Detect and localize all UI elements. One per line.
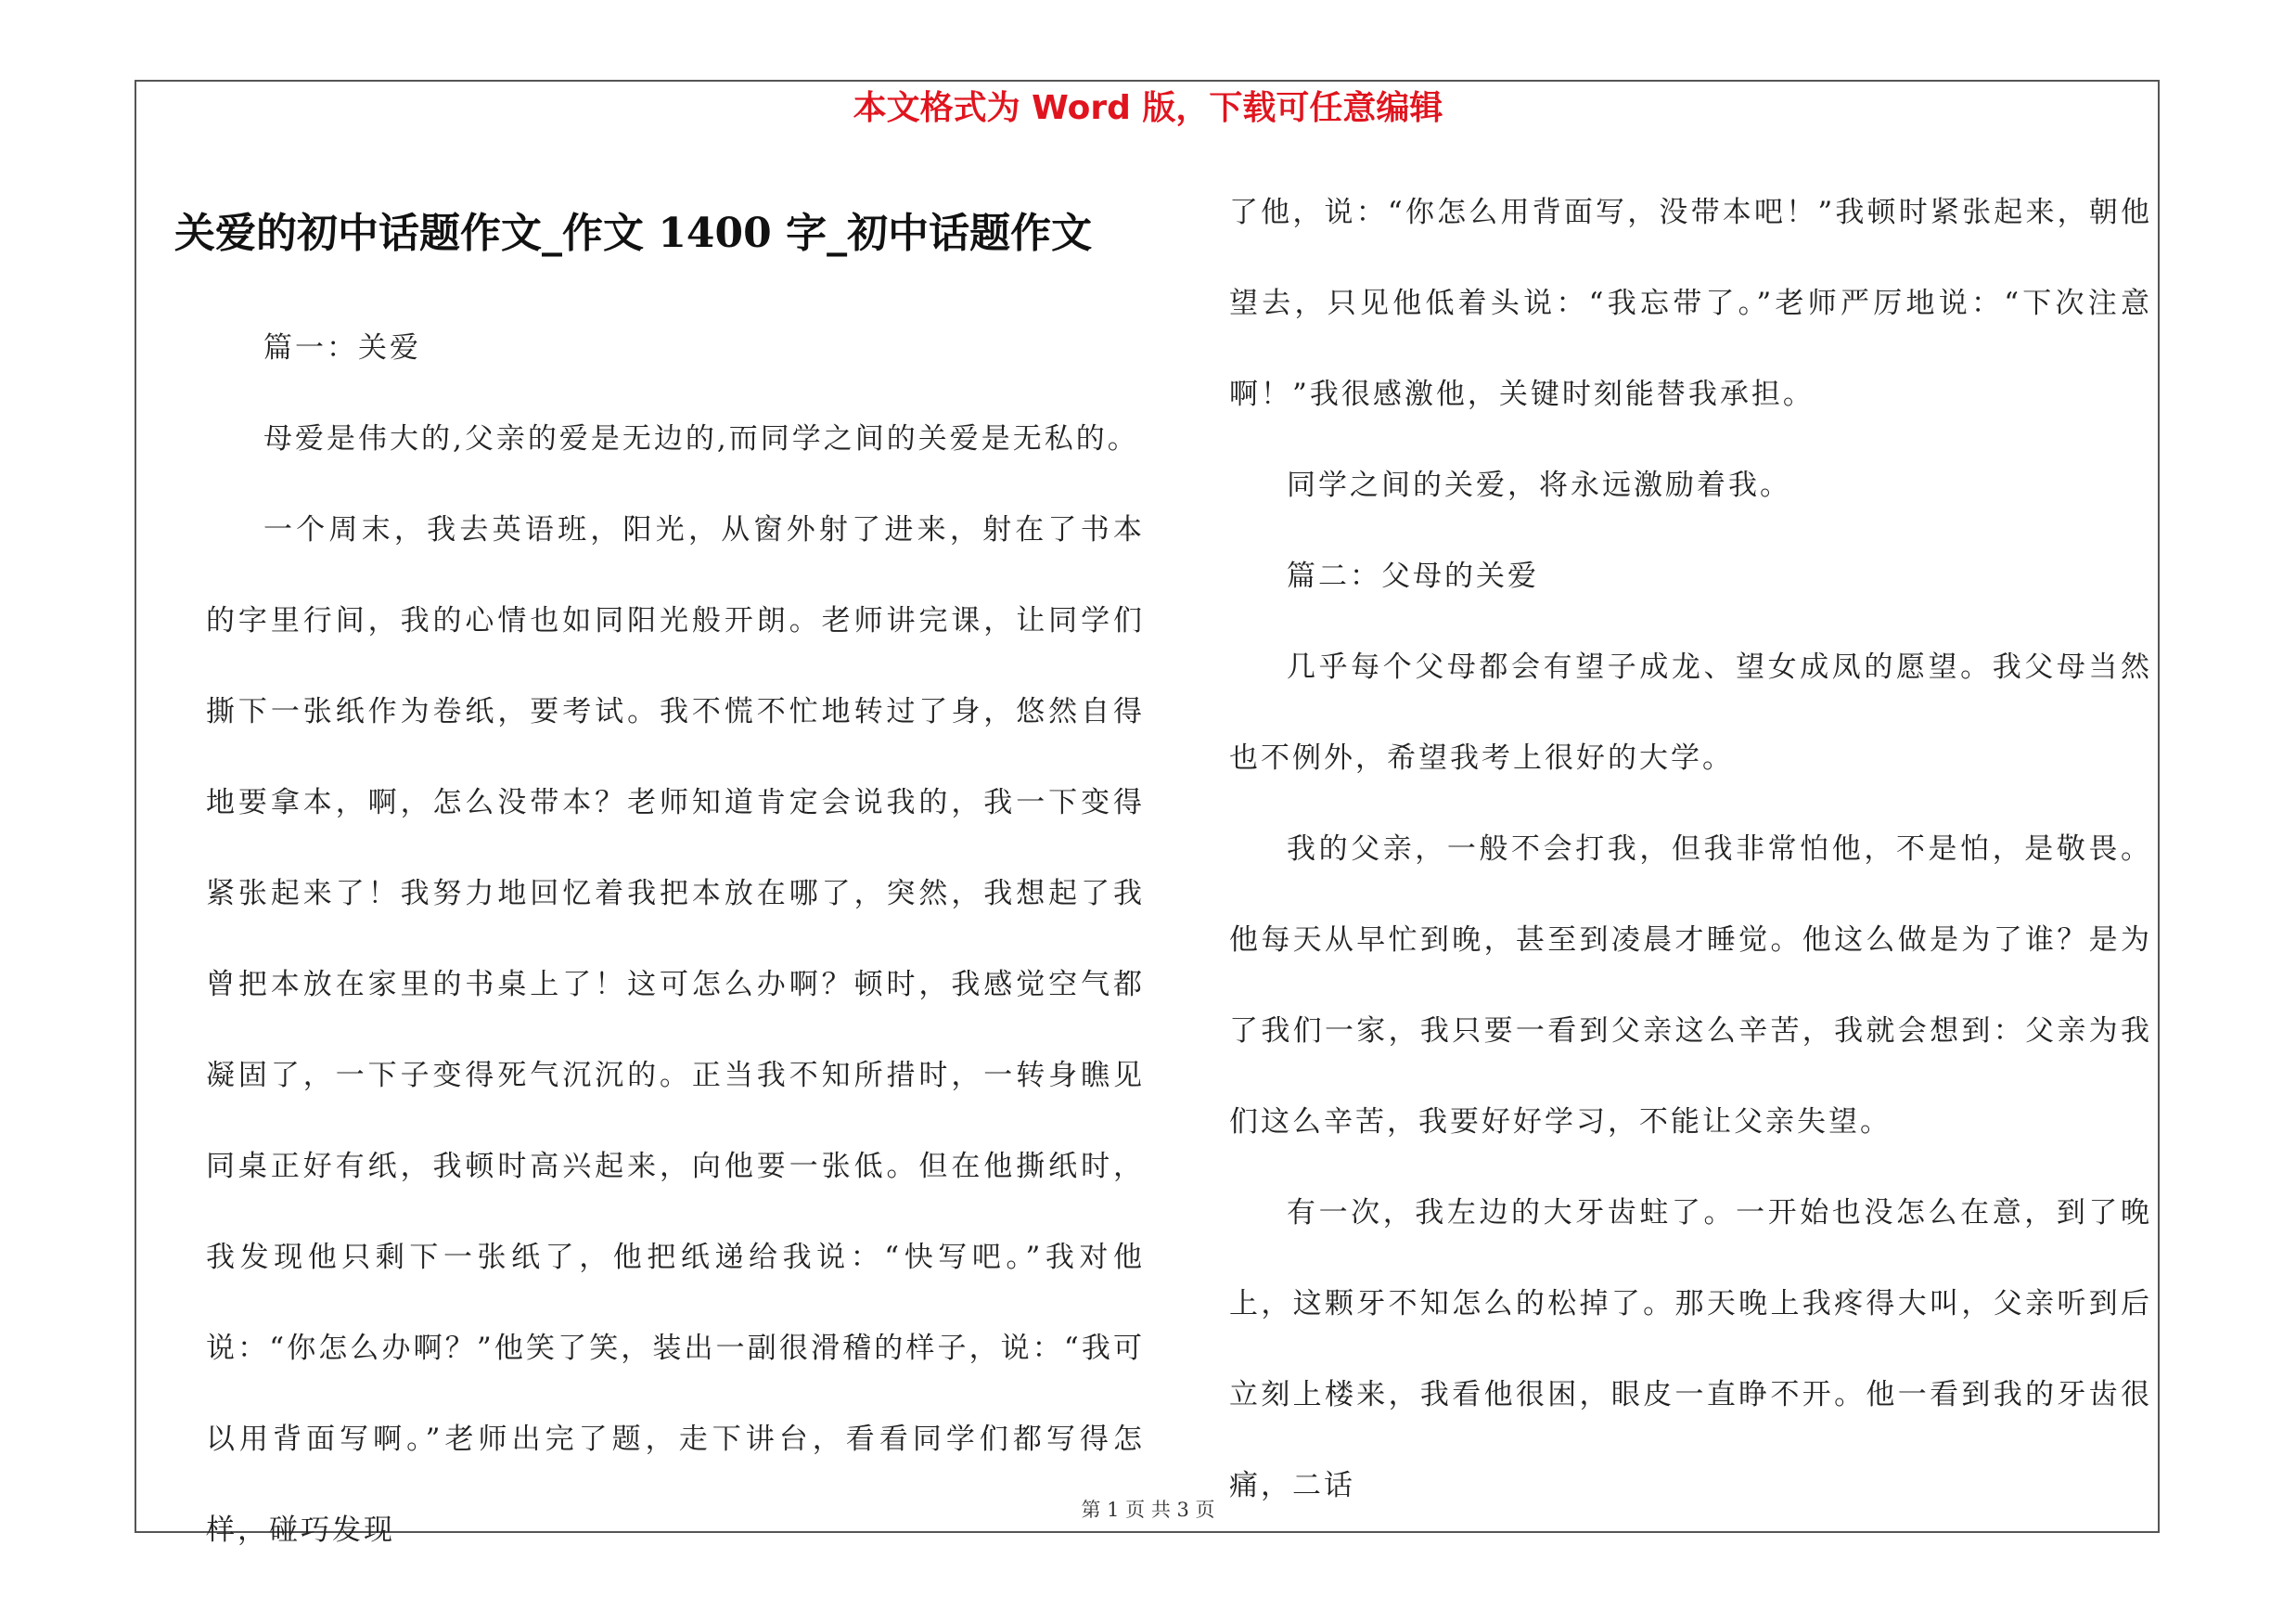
paragraph: 一个周末，我去英语班，阳光，从窗外射了进来，射在了书本的字里行间，我的心情也如同阳光般开朗。老师讲完课，让同学们撕下一张纸作为卷纸，要考试。我不慌不忙地转过了身，悠然自得地要拿本，啊，怎么没带本？老师知道肯定会说我的，我一下变得紧张起来了！我努力地回忆着我把本放在哪了，突然，我想起了我曾把本放在家里的书桌上了！这可怎么办啊？顿时，我感觉空气都凝固了，一下子变得死气沉沉的。正当我不知所措时，一转身瞧见同桌正好有纸，我顿时高兴起来，向他要一张低。但在他撕纸时，我发现他只剩下一张纸了，他把纸递给我说：“快写吧。”我对他说：“你怎么办啊？”他笑了笑，装出一副很滑稽的样子，说：“我可以用背面写啊。”老师出完了题，走下讲台，看看同学们都写得怎样，碰巧发现 xyxy=(206,513,1145,1547)
paragraph: 同学之间的关爱，将永远激励着我。 xyxy=(1287,469,1791,502)
paragraph: 几乎每个父母都会有望子成龙、望女成凤的愿望。我父母当然也不例外，希望我考上很好的大学。 xyxy=(1229,650,2152,775)
paragraph: 母爱是伟大的,父亲的爱是无边的,而同学之间的关爱是无私的。 xyxy=(263,422,1139,456)
page-number: 第 1 页 共 3 页 xyxy=(1081,1499,1215,1521)
format-banner: 本文格式为 Word 版，下载可任意编辑 xyxy=(853,89,1443,127)
document-title: 关爱的初中话题作文_作文 1400 字_初中话题作文 xyxy=(174,210,1093,257)
paragraph: 我的父亲，一般不会打我，但我非常怕他，不是怕，是敬畏。他每天从早忙到晚，甚至到凌晨才睡觉。他这么做是为了谁？是为了我们一家，我只要一看到父亲这么辛苦，我就会想到：父亲为我们这么辛苦，我要好好学习，不能让父亲失望。 xyxy=(1229,832,2152,1139)
paragraph: 篇二：父母的关爱 xyxy=(1287,560,1539,593)
right-column xyxy=(1229,167,2152,1531)
left-column xyxy=(206,303,1145,1576)
paragraph: 有一次，我左边的大牙齿蛀了。一开始也没怎么在意，到了晚上，这颗牙不知怎么的松掉了。那天晚上我疼得大叫，父亲听到后立刻上楼来，我看他很困，眼皮一直睁不开。他一看到我的牙齿很痛，二话 xyxy=(1229,1196,2152,1502)
paragraph: 篇一：关爱 xyxy=(263,331,421,365)
paragraph: 了他，说：“你怎么用背面写，没带本吧！”我顿时紧张起来，朝他望去，只见他低着头说：“我忘带了。”老师严厉地说：“下次注意啊！”我很感激他，关键时刻能替我承担。 xyxy=(1229,196,2152,411)
